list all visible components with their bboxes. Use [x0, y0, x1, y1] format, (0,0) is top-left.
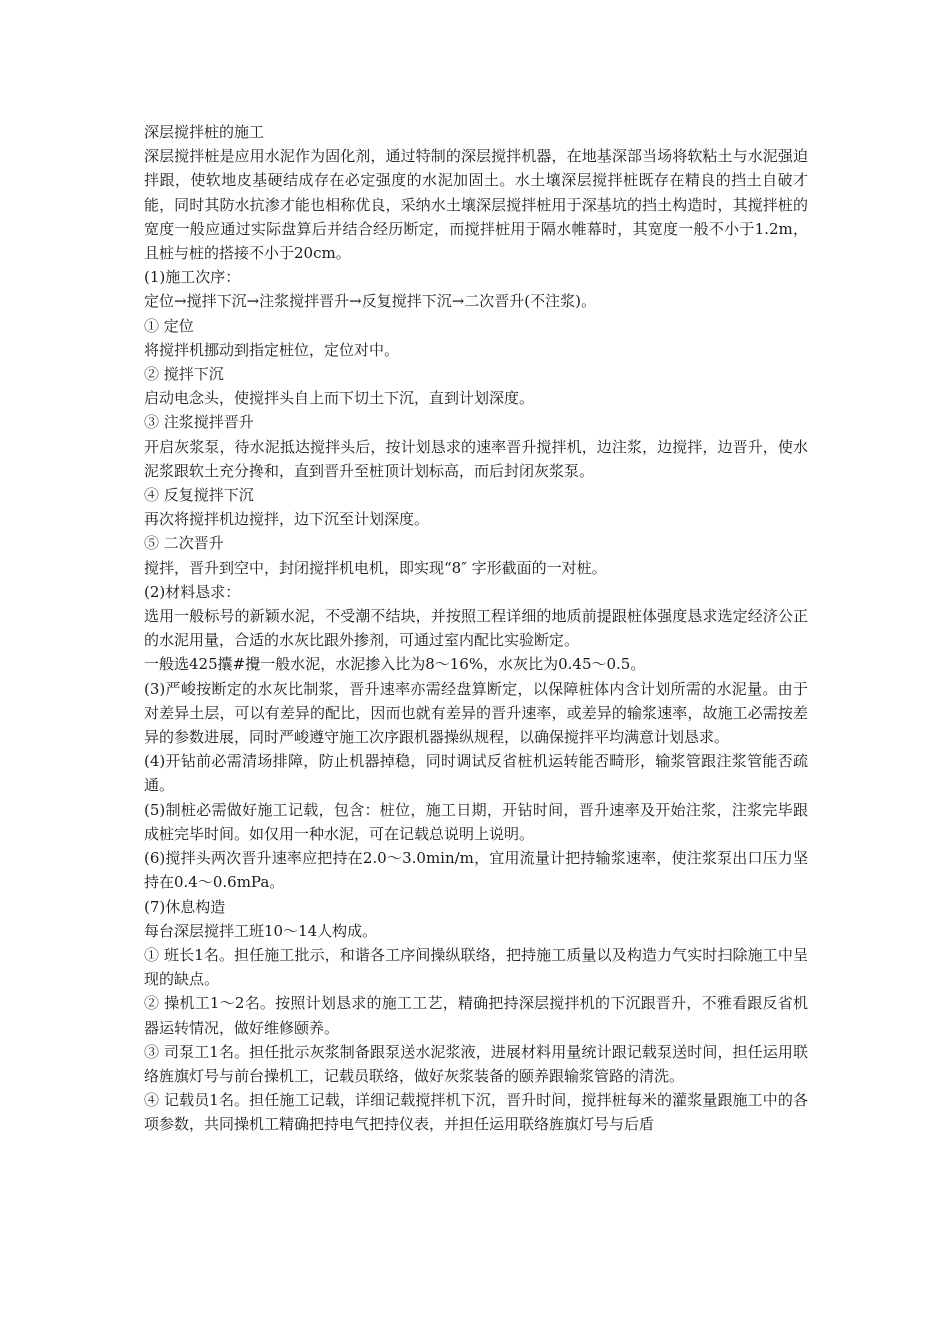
item-5-paragraph: (5)制桩必需做好施工记载，包含：桩位，施工日期，开钻时间，晋升速率及开始注浆，注浆完毕跟成桩完毕时间。如仅用一种水泥，可在记载总说明上说明。	[144, 800, 808, 843]
step-5-text: 搅拌，晋升到空中，封闭搅拌机电机，即实现“8″ 字形截面的一对桩。	[144, 558, 607, 577]
cement-ratio-text: 一般选425攮#攪一般水泥，水泥掺入比为8～16%，水灰比为0.45～0.5。	[144, 655, 646, 674]
step-5-heading: ⑤ 二次晋升	[144, 534, 224, 553]
material-requirements-text: 选用一般标号的新颖水泥，不受潮不结块，并按照工程详细的地质前提跟桩体强度恳求选定经济公正的水泥用量，合适的水灰比跟外掺剂，可通过室内配比实验断定。	[144, 607, 808, 650]
role-3-paragraph: ③ 司泵工1名。担任批示灰浆制备跟泵送水泥浆液，进展材料用量统计跟记载泵送时间，担任运用联络旌旗灯号与前台操机工，记载员联络，做好灰浆装备的颐养跟输浆管路的清洗。	[144, 1042, 808, 1085]
step-4-text: 再次将搅拌机边搅拌，边下沉至计划深度。	[144, 510, 430, 529]
construction-sequence-text: 定位→搅拌下沉→注浆搅拌晋升→反复搅拌下沉→二次晋升(不注浆)。	[144, 292, 596, 311]
construction-sequence-heading: (1)施工次序：	[144, 268, 241, 287]
document-page	[144, 120, 808, 1137]
labor-organization-heading: (7)休息构造	[144, 897, 226, 916]
role-1-paragraph: ① 班长1名。担任施工批示，和谐各工序间操纵联络，把持施工质量以及构造力气实时扫除施工中呈现的缺点。	[144, 945, 808, 989]
role-4-paragraph: ④ 记载员1名。担任施工记载，详细记载搅拌机下沉，晋升时间，搅拌桩每米的灌浆量跟施工中的各项参数，共同操机工精确把持电气把持仪表，并担任运用联络旌旗灯号与后盾	[144, 1091, 808, 1134]
item-6-paragraph: (6)搅拌头两次晋升速率应把持在2.0～3.0min/m，宜用流量计把持输浆速率，使注浆泵出口压力坚持在0.4～0.6mPa。	[144, 849, 808, 892]
step-2-heading: ② 搅拌下沉	[144, 365, 224, 384]
labor-organization-text: 每台深层搅拌工班10～14人构成。	[144, 921, 378, 940]
item-4-paragraph: (4)开钻前必需清场排障，防止机器掉稳，同时调试反省桩机运转能否畸形，输浆管跟注浆管能否疏通。	[144, 752, 808, 795]
section-title: 深层搅拌桩的施工	[144, 123, 265, 141]
step-1-text: 将搅拌机挪动到指定桩位，定位对中。	[144, 340, 400, 359]
step-4-heading: ④ 反复搅拌下沉	[144, 486, 254, 505]
item-3-paragraph: (3)严峻按断定的水灰比制浆，晋升速率亦需经盘算断定，以保障桩体内含计划所需的水泥量。由于对差异土层，可以有差异的配比，因而也就有差异的晋升速率，或差异的输浆速率，故施工必需按差异的参数进展，同时严峻遵守施工次序跟机器操纵规程，以确保搅拌平均满意计划恳求。	[144, 679, 808, 747]
role-2-paragraph: ② 操机工1～2名。按照计划恳求的施工工艺，精确把持深层搅拌机的下沉跟晋升，不雅看跟反省机器运转情况，做好维修颐养。	[144, 994, 808, 1037]
step-3-heading: ③ 注浆搅拌晋升	[144, 413, 254, 432]
material-requirements-heading: (2)材料恳求：	[144, 582, 241, 601]
intro-paragraph: 深层搅拌桩是应用水泥作为固化剂，通过特制的深层搅拌机器，在地基深部当场将软粘土与水泥强迫拌跟，使软地皮基硬结成存在必定强度的水泥加固土。水土壤深层搅拌桩既存在精良的挡土自破才能，同时其防水抗渗才能也相称优良，采纳水土壤深层搅拌桩用于深基坑的挡土构造时，其搅拌桩的宽度一般应通过实际盘算后并结合经历断定，而搅拌桩用于隔水帷幕时，其宽度一般不小于1.2m，且桩与桩的搭接不小于20cm。	[144, 147, 808, 263]
step-3-text: 开启灰浆泵，待水泥抵达搅拌头后，按计划恳求的速率晋升搅拌机，边注浆，边搅拌，边晋升，使水泥浆跟软土充分搀和，直到晋升至桩顶计划标高，而后封闭灰浆泵。	[144, 437, 808, 480]
step-2-text: 启动电念头，使搅拌头自上而下切土下沉，直到计划深度。	[144, 389, 535, 408]
step-1-heading: ① 定位	[144, 316, 194, 335]
